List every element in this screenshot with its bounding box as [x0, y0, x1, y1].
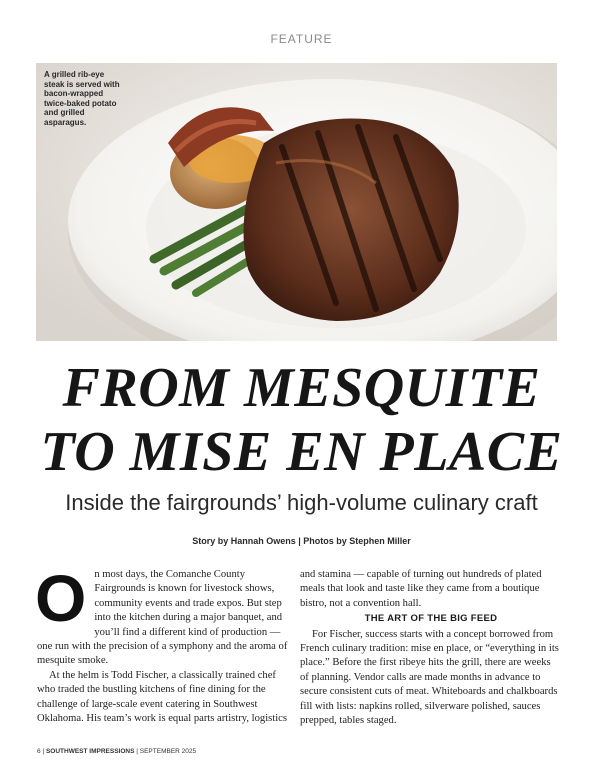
- body-paragraph: For Fischer, success starts with a concept borrowed from French culinary tradition: mise en place, or “everything in its place.” Before the first ribeye hits the grill, there are weeks of planning. Vendor calls are made months in advance to secure consistent cuts of meat. Whiteboards and chalkboards fill with lists: napkins rolled, silverware polished, sauces prepped, tables staged.: [300, 628, 559, 727]
- issue-date: SEPTEMBER 2025: [139, 748, 197, 755]
- drop-cap: O: [35, 561, 87, 635]
- folio-separator: |: [136, 748, 138, 755]
- publication-name: SOUTHWEST IMPRESSIONS: [45, 748, 135, 755]
- byline: Story by Hannah Owens | Photos by Stephen Miller: [192, 536, 411, 546]
- folio-separator: |: [42, 748, 45, 755]
- section-heading: THE ART OF THE BIG FEED: [364, 613, 498, 625]
- section-label: FEATURE: [270, 32, 333, 46]
- photo-caption: A grilled rib-eye steak is served with bacon-wrapped twice-baked potato and grilled asparagus.: [44, 70, 120, 127]
- body-paragraph: and stamina — capable of turning out hundreds of plated meals that look and taste like they came from a boutique bistro, not a convention hall.: [300, 569, 542, 609]
- body-paragraph: At the helm is Todd Fischer, a classically trained chef who traded the bustling kitchens of fine dining for the challenge of large-scale event catering in Southwest Oklahoma. His team’s work is equal parts artistry, logistics: [37, 669, 287, 725]
- headline-line-1: FROM MESQUITE: [62, 357, 541, 419]
- body-column-right: [300, 568, 562, 728]
- headline-line-2: TO MISE EN PLACE: [40, 421, 563, 483]
- page-number: 6: [37, 748, 41, 755]
- folio: [37, 748, 196, 755]
- body-text: n most days, the Comanche County Fairgrounds is known for livestock shows, community events and trade expos. But step into the kitchen during a major banquet, and you’ll find a different kind of production — one run with the precision of a symphony and the aroma of mesquite smoke.: [37, 569, 288, 667]
- headline: [0, 356, 603, 484]
- subhead: Inside the fairgrounds’ high-volume culinary craft: [65, 490, 538, 515]
- body-paragraph: [35, 561, 292, 669]
- body-column-left: [35, 561, 292, 726]
